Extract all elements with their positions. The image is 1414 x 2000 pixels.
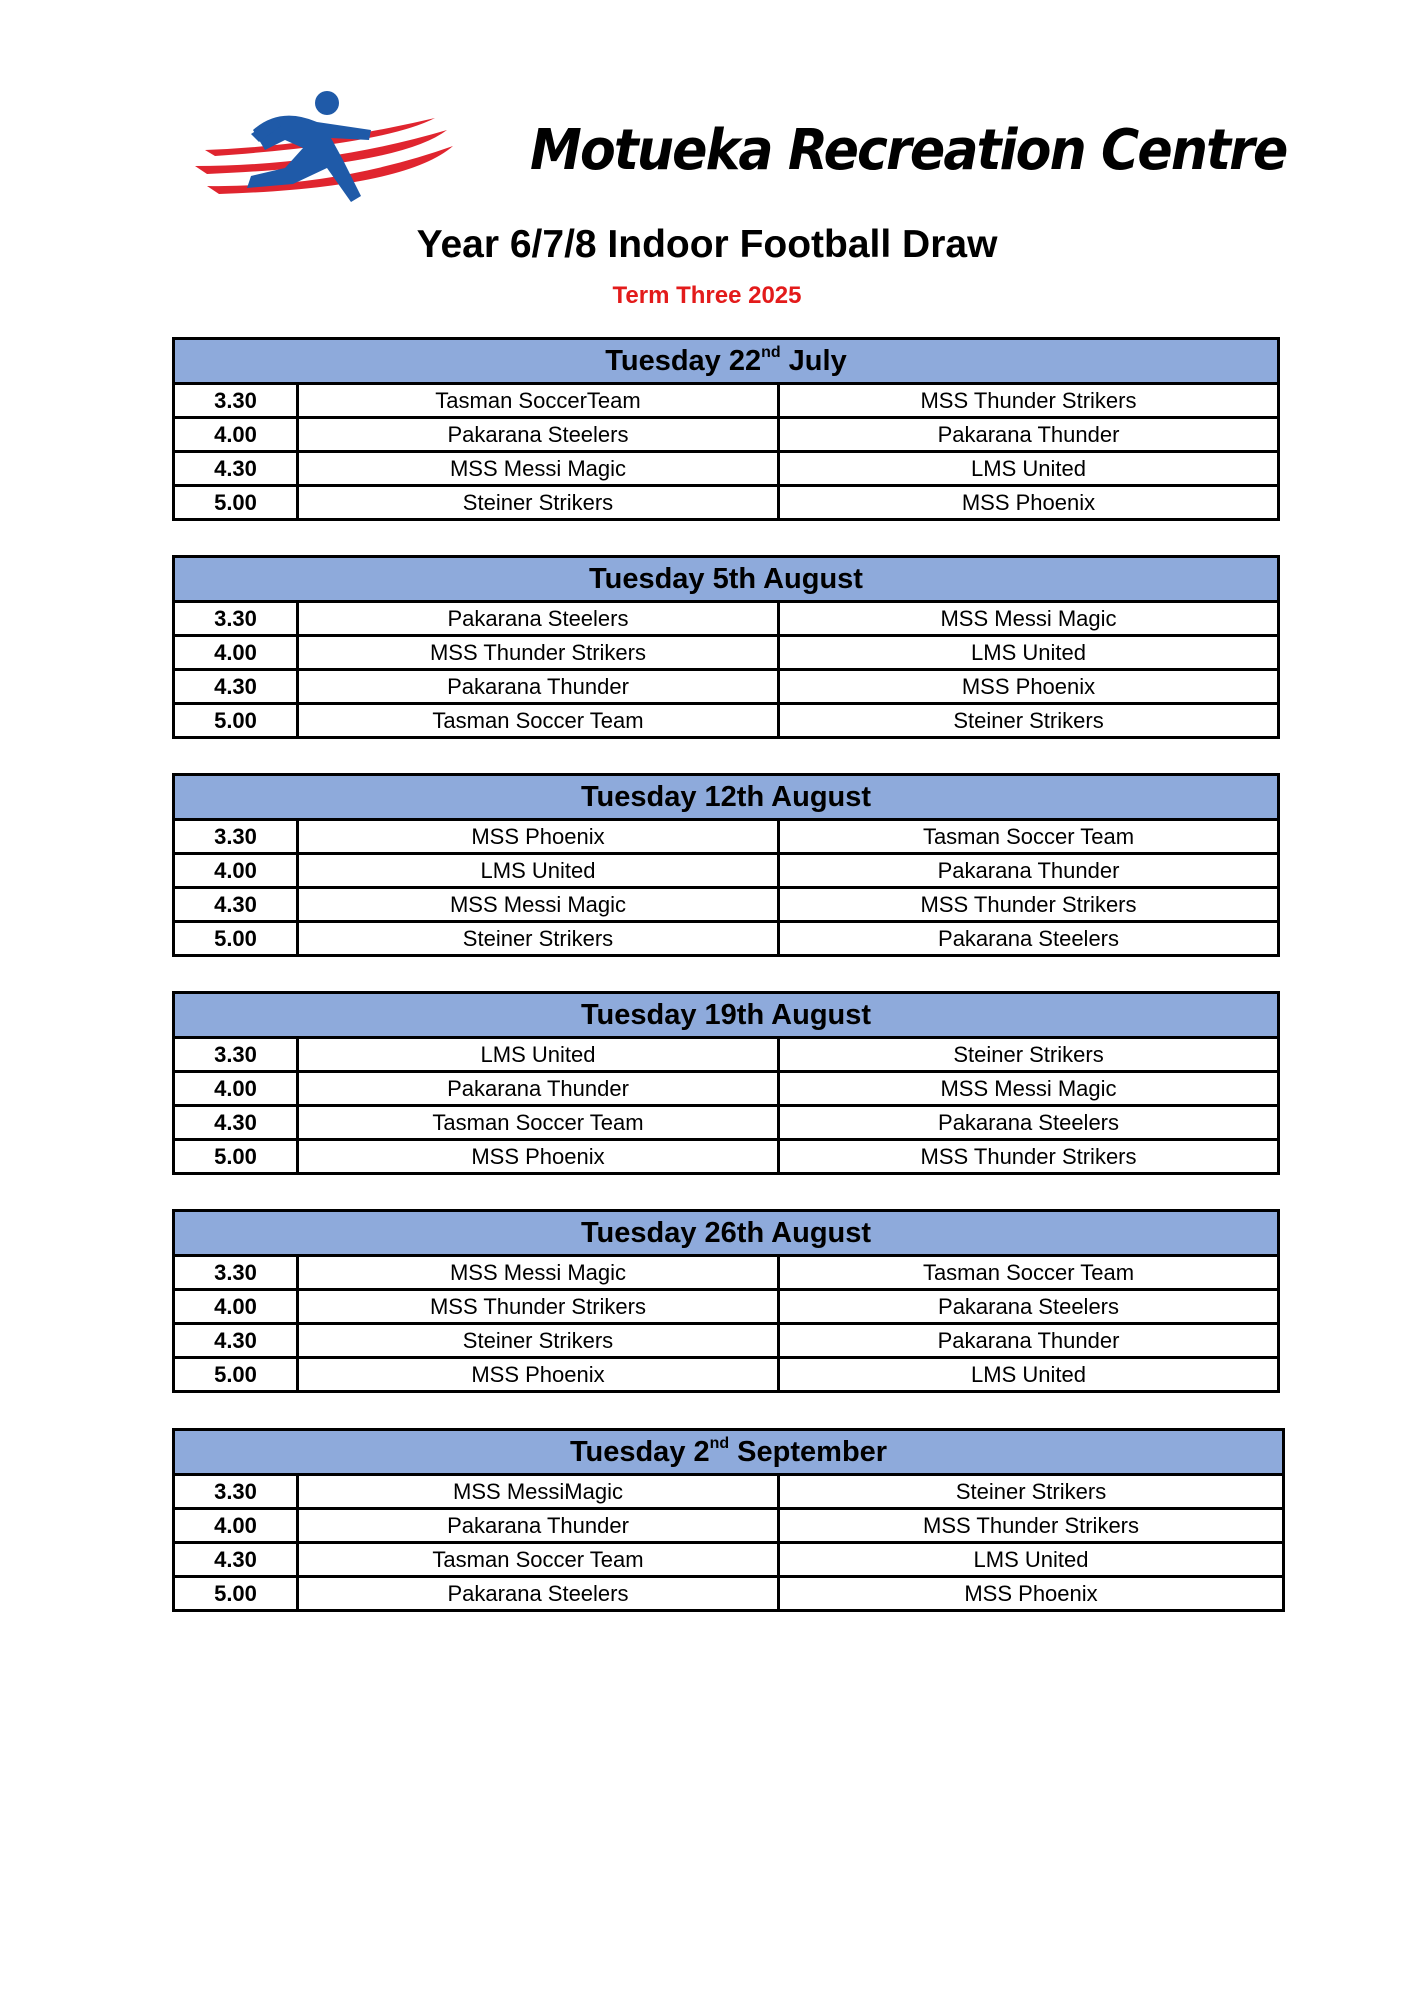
home-team: MSS Thunder Strikers [298, 636, 779, 670]
away-team: Pakarana Steelers [779, 1290, 1279, 1324]
match-time: 5.00 [174, 704, 298, 738]
match-time: 4.30 [174, 670, 298, 704]
match-time: 4.00 [174, 854, 298, 888]
away-team: MSS Thunder Strikers [779, 1509, 1284, 1543]
round-table [172, 337, 1280, 521]
away-team: MSS Thunder Strikers [779, 1140, 1279, 1174]
home-team: Tasman SoccerTeam [298, 384, 779, 418]
match-time: 4.00 [174, 1290, 298, 1324]
match-time: 4.00 [174, 418, 298, 452]
round-table [172, 1428, 1285, 1612]
motueka-runner-logo-icon [185, 88, 460, 213]
match-row [174, 418, 1279, 452]
match-time: 5.00 [174, 1577, 298, 1611]
home-team: LMS United [298, 1038, 779, 1072]
match-time: 5.00 [174, 1140, 298, 1174]
home-team: Pakarana Thunder [298, 1509, 779, 1543]
match-row [174, 1475, 1284, 1509]
match-time: 4.30 [174, 1324, 298, 1358]
away-team: Pakarana Thunder [779, 1324, 1279, 1358]
match-time: 4.30 [174, 1106, 298, 1140]
round-date-header: Tuesday 22nd July [174, 339, 1279, 384]
home-team: Tasman Soccer Team [298, 704, 779, 738]
match-time: 3.30 [174, 1475, 298, 1509]
round-table [172, 555, 1280, 739]
home-team: Tasman Soccer Team [298, 1543, 779, 1577]
match-row [174, 384, 1279, 418]
home-team: Steiner Strikers [298, 486, 779, 520]
away-team: MSS Phoenix [779, 670, 1279, 704]
away-team: MSS Messi Magic [779, 602, 1279, 636]
match-row [174, 1324, 1279, 1358]
match-time: 5.00 [174, 486, 298, 520]
round-date-header: Tuesday 5th August [174, 557, 1279, 602]
home-team: Pakarana Steelers [298, 602, 779, 636]
away-team: Pakarana Thunder [779, 854, 1279, 888]
match-time: 3.30 [174, 1256, 298, 1290]
match-row [174, 670, 1279, 704]
match-row [174, 1072, 1279, 1106]
match-time: 3.30 [174, 1038, 298, 1072]
home-team: Pakarana Steelers [298, 418, 779, 452]
away-team: Steiner Strikers [779, 1038, 1279, 1072]
match-row [174, 636, 1279, 670]
match-row [174, 820, 1279, 854]
away-team: MSS Messi Magic [779, 1072, 1279, 1106]
match-row [174, 1106, 1279, 1140]
away-team: LMS United [779, 452, 1279, 486]
match-row [174, 1038, 1279, 1072]
home-team: Pakarana Steelers [298, 1577, 779, 1611]
match-row [174, 1140, 1279, 1174]
match-row [174, 1543, 1284, 1577]
away-team: Pakarana Steelers [779, 922, 1279, 956]
away-team: Tasman Soccer Team [779, 820, 1279, 854]
away-team: MSS Phoenix [779, 486, 1279, 520]
match-row [174, 854, 1279, 888]
home-team: Steiner Strikers [298, 922, 779, 956]
home-team: MSS Phoenix [298, 1358, 779, 1392]
round-date-header: Tuesday 2nd September [174, 1430, 1284, 1475]
away-team: MSS Thunder Strikers [779, 888, 1279, 922]
match-row [174, 888, 1279, 922]
home-team: MSS Phoenix [298, 1140, 779, 1174]
page-title: Year 6/7/8 Indoor Football Draw [416, 223, 998, 266]
home-team: MSS Thunder Strikers [298, 1290, 779, 1324]
round-table [172, 1209, 1280, 1393]
away-team: Steiner Strikers [779, 704, 1279, 738]
match-time: 4.00 [174, 1509, 298, 1543]
home-team: MSS Phoenix [298, 820, 779, 854]
away-team: LMS United [779, 1543, 1284, 1577]
away-team: LMS United [779, 1358, 1279, 1392]
away-team: Pakarana Steelers [779, 1106, 1279, 1140]
match-row [174, 1509, 1284, 1543]
match-time: 3.30 [174, 384, 298, 418]
match-row [174, 1256, 1279, 1290]
match-time: 4.00 [174, 1072, 298, 1106]
match-row [174, 1577, 1284, 1611]
home-team: MSS Messi Magic [298, 888, 779, 922]
home-team: Pakarana Thunder [298, 670, 779, 704]
home-team: LMS United [298, 854, 779, 888]
match-time: 4.30 [174, 888, 298, 922]
match-row [174, 1290, 1279, 1324]
match-time: 4.30 [174, 452, 298, 486]
home-team: MSS Messi Magic [298, 452, 779, 486]
page-subtitle: Term Three 2025 [612, 282, 802, 309]
match-row [174, 1358, 1279, 1392]
home-team: Tasman Soccer Team [298, 1106, 779, 1140]
match-time: 5.00 [174, 1358, 298, 1392]
away-team: Steiner Strikers [779, 1475, 1284, 1509]
match-row [174, 922, 1279, 956]
match-row [174, 704, 1279, 738]
match-time: 4.30 [174, 1543, 298, 1577]
match-time: 3.30 [174, 602, 298, 636]
match-time: 3.30 [174, 820, 298, 854]
home-team: MSS Messi Magic [298, 1256, 779, 1290]
round-date-header: Tuesday 19th August [174, 993, 1279, 1038]
home-team: MSS MessiMagic [298, 1475, 779, 1509]
match-row [174, 452, 1279, 486]
away-team: LMS United [779, 636, 1279, 670]
round-table [172, 991, 1280, 1175]
home-team: Pakarana Thunder [298, 1072, 779, 1106]
away-team: MSS Phoenix [779, 1577, 1284, 1611]
match-row [174, 486, 1279, 520]
centre-name: Motueka Recreation Centre [530, 118, 1287, 183]
round-table [172, 773, 1280, 957]
round-date-header: Tuesday 12th August [174, 775, 1279, 820]
away-team: MSS Thunder Strikers [779, 384, 1279, 418]
match-row [174, 602, 1279, 636]
match-time: 4.00 [174, 636, 298, 670]
home-team: Steiner Strikers [298, 1324, 779, 1358]
away-team: Tasman Soccer Team [779, 1256, 1279, 1290]
match-time: 5.00 [174, 922, 298, 956]
away-team: Pakarana Thunder [779, 418, 1279, 452]
round-date-header: Tuesday 26th August [174, 1211, 1279, 1256]
